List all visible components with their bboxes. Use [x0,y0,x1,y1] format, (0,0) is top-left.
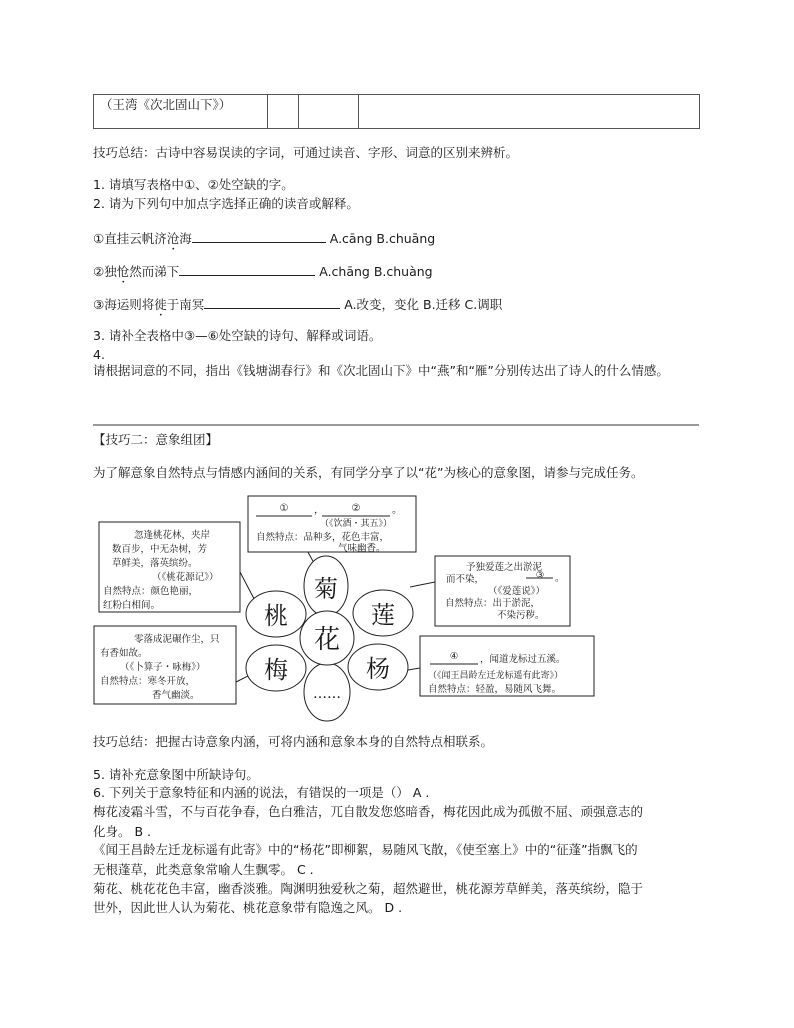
skill-summary-1 [93,144,518,162]
box-text: ， [314,505,324,516]
blank-number: ② [351,503,361,514]
summary-label: 技巧总结： [93,145,156,160]
option-a-line: 梅花凌霜斗雪，不与百花争春，色白雅洁，兀自散发您悠暗香，梅花因此成为孤傲不屈、顽强意志的 [93,804,644,819]
dotted-char: 徙 [154,297,167,312]
petal-label: …… [313,686,341,702]
answer-blank[interactable] [179,261,315,276]
item-text: ①直挂云帆济 [93,231,167,246]
box-text: 。 [392,505,402,516]
item-text: 于南冥 [166,297,205,312]
option-b-line: 《闻王昌龄左迁龙标遥有此寄》中的“杨花”即柳絮，易随风飞散，《使至塞上》中的“征蓬”指飘飞的 [93,842,638,857]
answer-blank[interactable] [192,228,326,243]
blank-number: ① [279,503,289,514]
option-b-line: 无根蓬草，此类意象常喻人生飘零。 C . [93,862,314,877]
box-source: （《桃花源记》） [152,572,219,583]
section-2-intro: 为了解意象自然特点与情感内涵间的关系，有同学分享了以“花”为核心的意象图，请参与完成任务。 [93,465,644,480]
flower-imagery-diagram [90,490,610,722]
petal-label: 菊 [314,575,338,603]
box-text: ，闻道龙标过五溪。 [480,654,566,665]
item-text: ②独 [93,264,117,279]
box-feature: 气味幽香。 [338,543,386,554]
item-options: A.改变，变化 B.迁移 C.调职 [344,297,503,312]
center-label: 花 [313,625,341,655]
box-feature: 香气幽淡。 [152,690,200,701]
table-cell-blank [359,95,700,129]
box-feature: 自然特点：轻盈，易随风飞舞。 [428,684,562,695]
box-text: 而不染， [446,574,485,585]
box-source: （《卜算子・咏梅》） [120,662,206,673]
table-cell-blank [299,95,359,129]
connector-line [410,582,435,587]
petal-label: 杨 [366,655,390,683]
box-source: （《爱莲说》） [488,586,546,597]
option-c-line: 世外，因此世人认为菊花、桃花意象带有隐逸之风。 D . [93,900,403,915]
table-cell-poem: （王湾《次北固山下》） [94,95,268,129]
blank-number: ④ [449,651,459,662]
summary-label: 技巧总结： [93,734,156,749]
item-3 [93,294,502,319]
petal-label: 莲 [371,601,395,629]
box-text: 数百步，中无杂树，芳 [112,544,208,555]
question-3: 3. 请补全表格中③—⑥处空缺的诗句、解释或词语。 [93,328,382,343]
item-text: 然而涕下 [129,264,180,279]
box-text: 忽逢桃花林，夹岸 [134,530,211,541]
summary-text: 把握古诗意象内涵，可将内涵和意象本身的自然特点相联系。 [155,734,494,749]
box-feature: 自然特点：颜色艳丽， [103,586,199,597]
box-feature: 自然特点：寒冬开放， [100,676,196,687]
item-text: ③海运则将 [93,297,155,312]
box-feature: 不染污秽。 [497,610,545,621]
box-text: 零落成泥碾作尘，只 [134,634,220,645]
connector-line [408,668,420,670]
dotted-char: 沧 [166,231,180,246]
item-2 [93,261,433,286]
table-cell-blank [268,95,299,129]
answer-blank[interactable] [204,294,340,309]
question-1: 1. 请填写表格中①、②处空缺的字。 [93,177,294,192]
item-text: 海 [179,231,192,246]
section-2-heading: 【技巧二：意象组团】 [93,432,219,447]
petal-label: 桃 [264,602,288,630]
question-6: 6. 下列关于意象特征和内涵的说法，有错误的一项是（） A . [93,785,430,800]
box-source: （《闻王昌龄左迁龙标遥有此寄》） [428,671,564,681]
dotted-char: 怆 [116,264,130,279]
question-4: 请根据词意的不同，指出《钱塘湖春行》和《次北固山下》中“燕”和“雁”分别传达出了诗人的什么情感。 [93,363,669,378]
question-2: 2. 请为下列句中加点字选择正确的读音或解释。 [93,196,359,211]
question-4-number: 4. [93,347,105,362]
skill-summary-2 [93,733,493,751]
box-text: 。 [555,573,565,584]
box-feature: 自然特点：品种多，花色丰富， [256,532,390,543]
question-5: 5. 请补充意象图中所缺诗句。 [93,767,259,782]
item-options: A.chāng B.chuàng [319,264,433,279]
option-c-line: 菊花、桃花花色丰富，幽香淡雅。陶渊明独爱秋之菊，超然避世，桃花源芳草鲜美，落英缤纷，隐于 [93,881,644,896]
box-feature: 自然特点：出于淤泥， [445,598,541,609]
box-text: 有香如故。 [100,648,148,659]
box-text: 予独爱莲之出淤泥 [466,562,543,573]
section-divider [93,424,699,426]
box-text: 草鲜美，落英缤纷。 [112,558,198,569]
poem-table [93,94,700,129]
blank-number: ③ [535,570,545,581]
box-source: （《饮酒・其五》） [320,519,393,529]
item-options: A.cāng B.chuāng [329,231,436,246]
petal-label: 梅 [264,656,288,684]
box-feature: 红粉白相间。 [103,600,161,611]
item-1 [93,228,435,253]
option-a-line: 化身。 B . [93,824,151,839]
summary-text: 古诗中容易误读的字词，可通过读音、字形、词意的区别来辨析。 [155,145,519,160]
